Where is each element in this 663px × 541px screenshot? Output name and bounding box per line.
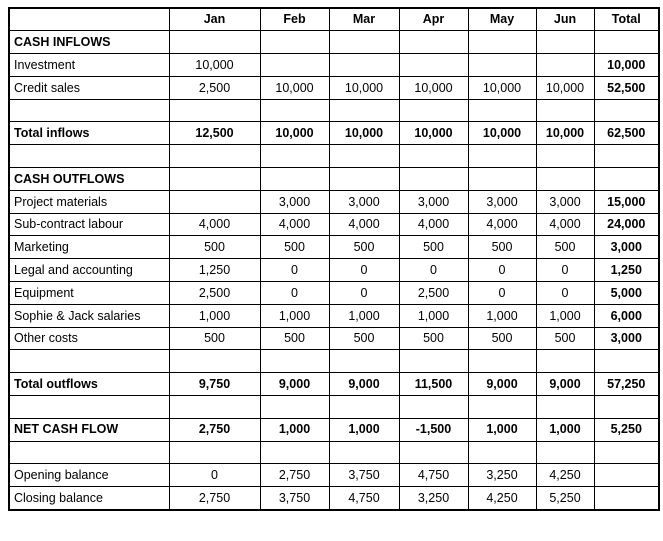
month-value-cell: 3,000 xyxy=(468,190,536,213)
month-value-cell: 500 xyxy=(399,327,468,350)
row-total-cell xyxy=(594,168,659,191)
month-value-cell xyxy=(169,190,260,213)
row-label xyxy=(9,441,169,464)
column-header-jan: Jan xyxy=(169,8,260,31)
row-label: Marketing xyxy=(9,236,169,259)
month-value-cell xyxy=(399,396,468,419)
month-value-cell xyxy=(169,31,260,54)
table-row xyxy=(9,236,659,259)
month-value-cell xyxy=(468,54,536,77)
row-label: Legal and accounting xyxy=(9,259,169,282)
month-value-cell: 500 xyxy=(536,327,594,350)
month-value-cell xyxy=(536,168,594,191)
month-value-cell: 2,500 xyxy=(169,282,260,305)
month-value-cell xyxy=(399,54,468,77)
month-value-cell: 0 xyxy=(329,282,399,305)
row-total-cell xyxy=(594,145,659,168)
column-header-mar: Mar xyxy=(329,8,399,31)
month-value-cell: 5,250 xyxy=(536,487,594,510)
month-value-cell: 2,750 xyxy=(169,487,260,510)
row-label: Project materials xyxy=(9,190,169,213)
column-header-total: Total xyxy=(594,8,659,31)
month-value-cell xyxy=(468,441,536,464)
row-label: NET CASH FLOW xyxy=(9,418,169,441)
month-value-cell: 4,750 xyxy=(329,487,399,510)
month-value-cell: 9,000 xyxy=(468,373,536,396)
month-value-cell xyxy=(399,350,468,373)
row-label xyxy=(9,99,169,122)
month-value-cell: 4,000 xyxy=(468,213,536,236)
month-value-cell: 10,000 xyxy=(468,122,536,145)
row-total-cell: 24,000 xyxy=(594,213,659,236)
row-label: Other costs xyxy=(9,327,169,350)
spacer-row xyxy=(9,441,659,464)
month-value-cell xyxy=(329,168,399,191)
month-value-cell: 1,250 xyxy=(169,259,260,282)
month-value-cell xyxy=(399,99,468,122)
table-row xyxy=(9,487,659,510)
row-label: CASH INFLOWS xyxy=(9,31,169,54)
row-total-cell: 57,250 xyxy=(594,373,659,396)
month-value-cell: 3,250 xyxy=(468,464,536,487)
month-value-cell xyxy=(260,54,329,77)
month-value-cell: 4,000 xyxy=(329,213,399,236)
table-row xyxy=(9,259,659,282)
row-label: Credit sales xyxy=(9,76,169,99)
month-value-cell xyxy=(169,99,260,122)
month-value-cell: 2,500 xyxy=(169,76,260,99)
row-total-cell: 6,000 xyxy=(594,304,659,327)
table-row xyxy=(9,168,659,191)
month-value-cell: 10,000 xyxy=(536,122,594,145)
row-label xyxy=(9,350,169,373)
row-label: Equipment xyxy=(9,282,169,305)
month-value-cell: 1,000 xyxy=(260,418,329,441)
month-value-cell xyxy=(329,441,399,464)
month-value-cell xyxy=(468,350,536,373)
table-row xyxy=(9,76,659,99)
month-value-cell: 1,000 xyxy=(169,304,260,327)
row-label: Opening balance xyxy=(9,464,169,487)
row-label xyxy=(9,145,169,168)
row-label: Sub-contract labour xyxy=(9,213,169,236)
month-value-cell: 9,000 xyxy=(260,373,329,396)
column-header-jun: Jun xyxy=(536,8,594,31)
month-value-cell xyxy=(536,31,594,54)
month-value-cell: 0 xyxy=(468,282,536,305)
table-row xyxy=(9,31,659,54)
table-row xyxy=(9,213,659,236)
month-value-cell: 4,750 xyxy=(399,464,468,487)
month-value-cell xyxy=(260,168,329,191)
month-value-cell xyxy=(329,54,399,77)
row-total-cell xyxy=(594,487,659,510)
row-total-cell xyxy=(594,350,659,373)
month-value-cell: 3,250 xyxy=(399,487,468,510)
month-value-cell: 1,000 xyxy=(468,304,536,327)
month-value-cell xyxy=(536,99,594,122)
month-value-cell: 500 xyxy=(169,236,260,259)
month-value-cell: 4,250 xyxy=(536,464,594,487)
month-value-cell: 2,500 xyxy=(399,282,468,305)
month-value-cell: 500 xyxy=(260,236,329,259)
column-header-apr: Apr xyxy=(399,8,468,31)
table-body xyxy=(9,31,659,510)
month-value-cell: 3,000 xyxy=(536,190,594,213)
month-value-cell xyxy=(536,350,594,373)
month-value-cell: 500 xyxy=(329,327,399,350)
row-total-cell: 52,500 xyxy=(594,76,659,99)
month-value-cell: 0 xyxy=(169,464,260,487)
month-value-cell xyxy=(468,145,536,168)
month-value-cell xyxy=(260,99,329,122)
month-value-cell: 500 xyxy=(399,236,468,259)
month-value-cell xyxy=(169,145,260,168)
row-total-cell: 15,000 xyxy=(594,190,659,213)
month-value-cell: -1,500 xyxy=(399,418,468,441)
month-value-cell xyxy=(399,168,468,191)
month-value-cell xyxy=(536,396,594,419)
month-value-cell xyxy=(468,168,536,191)
month-value-cell: 3,000 xyxy=(399,190,468,213)
month-value-cell: 500 xyxy=(536,236,594,259)
row-label: Total outflows xyxy=(9,373,169,396)
month-value-cell: 3,000 xyxy=(260,190,329,213)
month-value-cell: 9,750 xyxy=(169,373,260,396)
column-header-blank xyxy=(9,8,169,31)
month-value-cell: 2,750 xyxy=(169,418,260,441)
month-value-cell xyxy=(260,145,329,168)
month-value-cell xyxy=(468,31,536,54)
header-row xyxy=(9,8,659,31)
month-value-cell: 0 xyxy=(329,259,399,282)
spacer-row xyxy=(9,99,659,122)
month-value-cell: 9,000 xyxy=(536,373,594,396)
month-value-cell: 0 xyxy=(399,259,468,282)
month-value-cell: 500 xyxy=(468,236,536,259)
month-value-cell: 0 xyxy=(260,259,329,282)
month-value-cell: 500 xyxy=(329,236,399,259)
month-value-cell: 4,250 xyxy=(468,487,536,510)
table-row xyxy=(9,54,659,77)
month-value-cell: 10,000 xyxy=(260,122,329,145)
row-total-cell xyxy=(594,396,659,419)
month-value-cell: 2,750 xyxy=(260,464,329,487)
table-row xyxy=(9,373,659,396)
row-total-cell: 5,250 xyxy=(594,418,659,441)
month-value-cell xyxy=(536,145,594,168)
month-value-cell xyxy=(329,99,399,122)
month-value-cell: 1,000 xyxy=(329,418,399,441)
row-total-cell xyxy=(594,464,659,487)
month-value-cell xyxy=(169,168,260,191)
month-value-cell xyxy=(536,54,594,77)
month-value-cell: 1,000 xyxy=(536,418,594,441)
month-value-cell: 3,750 xyxy=(260,487,329,510)
row-label xyxy=(9,396,169,419)
month-value-cell: 1,000 xyxy=(329,304,399,327)
row-total-cell: 5,000 xyxy=(594,282,659,305)
month-value-cell xyxy=(329,350,399,373)
row-total-cell: 10,000 xyxy=(594,54,659,77)
month-value-cell xyxy=(329,31,399,54)
row-total-cell: 3,000 xyxy=(594,327,659,350)
month-value-cell xyxy=(468,396,536,419)
row-label: CASH OUTFLOWS xyxy=(9,168,169,191)
month-value-cell: 10,000 xyxy=(536,76,594,99)
column-header-feb: Feb xyxy=(260,8,329,31)
month-value-cell xyxy=(536,441,594,464)
table-row xyxy=(9,464,659,487)
spacer-row xyxy=(9,396,659,419)
table-row xyxy=(9,190,659,213)
row-total-cell: 62,500 xyxy=(594,122,659,145)
month-value-cell xyxy=(260,396,329,419)
month-value-cell xyxy=(329,145,399,168)
table-row xyxy=(9,327,659,350)
month-value-cell: 10,000 xyxy=(329,122,399,145)
month-value-cell: 4,000 xyxy=(399,213,468,236)
table-row xyxy=(9,282,659,305)
month-value-cell: 10,000 xyxy=(468,76,536,99)
month-value-cell: 0 xyxy=(260,282,329,305)
month-value-cell xyxy=(169,396,260,419)
row-total-cell xyxy=(594,99,659,122)
month-value-cell: 0 xyxy=(536,282,594,305)
month-value-cell: 1,000 xyxy=(260,304,329,327)
month-value-cell: 11,500 xyxy=(399,373,468,396)
month-value-cell: 500 xyxy=(468,327,536,350)
month-value-cell xyxy=(399,441,468,464)
month-value-cell: 10,000 xyxy=(399,76,468,99)
month-value-cell: 0 xyxy=(536,259,594,282)
month-value-cell: 1,000 xyxy=(468,418,536,441)
month-value-cell: 1,000 xyxy=(399,304,468,327)
month-value-cell: 10,000 xyxy=(260,76,329,99)
spacer-row xyxy=(9,145,659,168)
column-header-may: May xyxy=(468,8,536,31)
month-value-cell xyxy=(169,441,260,464)
row-total-cell xyxy=(594,31,659,54)
table-row xyxy=(9,304,659,327)
spacer-row xyxy=(9,350,659,373)
month-value-cell xyxy=(329,396,399,419)
row-label: Investment xyxy=(9,54,169,77)
row-label: Closing balance xyxy=(9,487,169,510)
row-total-cell: 1,250 xyxy=(594,259,659,282)
month-value-cell: 3,750 xyxy=(329,464,399,487)
table-row xyxy=(9,418,659,441)
month-value-cell: 4,000 xyxy=(536,213,594,236)
row-total-cell: 3,000 xyxy=(594,236,659,259)
month-value-cell: 10,000 xyxy=(399,122,468,145)
month-value-cell: 1,000 xyxy=(536,304,594,327)
cash-flow-table xyxy=(8,7,660,511)
month-value-cell xyxy=(399,145,468,168)
row-total-cell xyxy=(594,441,659,464)
month-value-cell: 0 xyxy=(468,259,536,282)
month-value-cell xyxy=(399,31,468,54)
month-value-cell: 10,000 xyxy=(169,54,260,77)
month-value-cell xyxy=(260,350,329,373)
month-value-cell: 4,000 xyxy=(260,213,329,236)
month-value-cell: 3,000 xyxy=(329,190,399,213)
month-value-cell: 500 xyxy=(260,327,329,350)
month-value-cell: 12,500 xyxy=(169,122,260,145)
month-value-cell xyxy=(169,350,260,373)
month-value-cell: 9,000 xyxy=(329,373,399,396)
row-label: Sophie & Jack salaries xyxy=(9,304,169,327)
month-value-cell: 4,000 xyxy=(169,213,260,236)
month-value-cell: 500 xyxy=(169,327,260,350)
month-value-cell xyxy=(468,99,536,122)
month-value-cell xyxy=(260,31,329,54)
month-value-cell xyxy=(260,441,329,464)
table-row xyxy=(9,122,659,145)
row-label: Total inflows xyxy=(9,122,169,145)
month-value-cell: 10,000 xyxy=(329,76,399,99)
